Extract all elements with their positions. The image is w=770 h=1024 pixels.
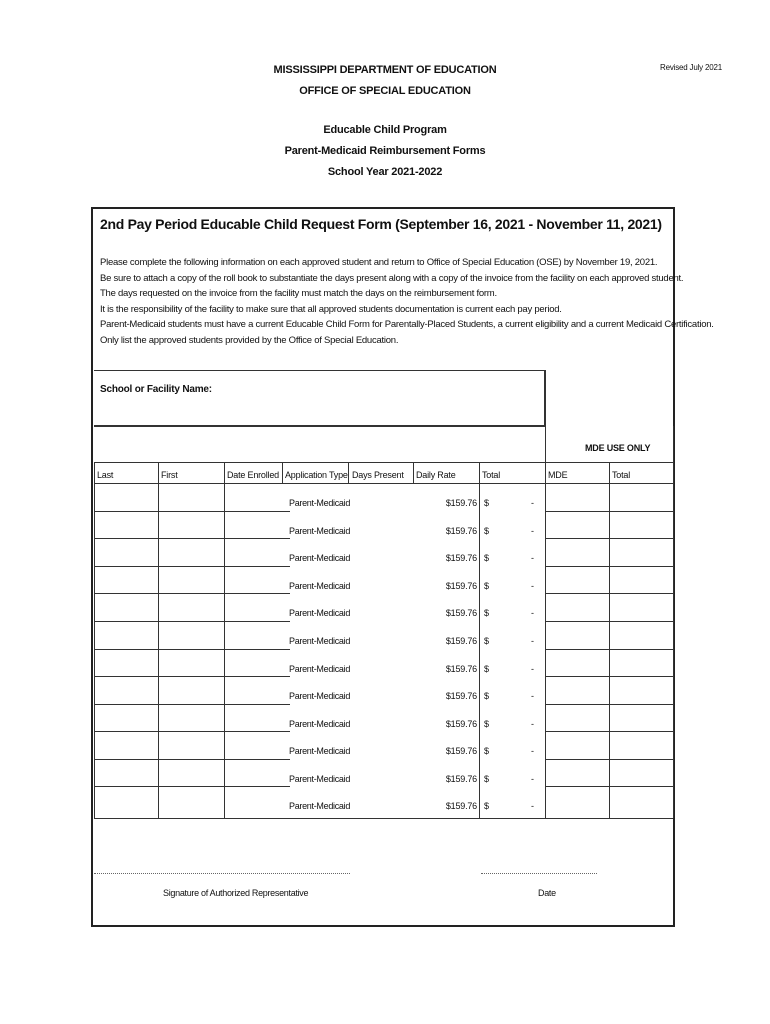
table-row [0,738,770,766]
col-application-type: Application Type [285,470,348,480]
total-currency-cell: $ [484,581,490,591]
program-title: Educable Child Program [323,124,447,136]
total-currency-cell: $ [484,526,490,536]
daily-rate-cell: $159.76 [445,691,477,701]
application-type-cell: Parent-Medicaid [289,498,351,508]
table-row [0,600,770,628]
table-row [0,656,770,684]
total-value-cell: - [531,664,534,674]
application-type-cell: Parent-Medicaid [289,526,351,536]
instruction-line: The days requested on the invoice from the facility must match the days on the reimbursement form. [100,288,497,300]
school-name-label: School or Facility Name: [100,384,212,395]
total-currency-cell: $ [484,801,490,811]
col-last: Last [97,470,114,480]
total-value-cell: - [531,774,534,784]
instruction-line: Be sure to attach a copy of the roll book to substantiate the days present along with a copy of the invoice from the facility on each approved student. [100,272,684,284]
col-total: Total [482,470,501,480]
table-row [0,711,770,739]
total-value-cell: - [531,636,534,646]
total-currency-cell: $ [484,691,490,701]
daily-rate-cell: $159.76 [445,498,477,508]
school-year: School Year 2021-2022 [327,166,443,178]
document-header [0,60,770,102]
total-currency-cell: $ [484,774,490,784]
total-currency-cell: $ [484,498,490,508]
application-type-cell: Parent-Medicaid [289,581,351,591]
daily-rate-cell: $159.76 [445,608,477,618]
school-name-field[interactable] [94,370,545,426]
daily-rate-cell: $159.76 [445,746,477,756]
col-first: First [161,470,178,480]
table-row [0,545,770,573]
revised-date: Revised July 2021 [660,63,722,72]
total-currency-cell: $ [484,553,490,563]
daily-rate-cell: $159.76 [445,526,477,536]
daily-rate-cell: $159.76 [445,664,477,674]
department-title: MISSISSIPPI DEPARTMENT OF EDUCATION [273,64,497,76]
daily-rate-cell: $159.76 [445,553,477,563]
date-line[interactable] [481,873,597,874]
application-type-cell: Parent-Medicaid [289,774,351,784]
application-type-cell: Parent-Medicaid [289,746,351,756]
daily-rate-cell: $159.76 [445,774,477,784]
total-value-cell: - [531,498,534,508]
total-currency-cell: $ [484,636,490,646]
instruction-line: It is the responsibility of the facility to make sure that all approved students documentation is current each pay period. [100,303,562,315]
application-type-cell: Parent-Medicaid [289,553,351,563]
instruction-line: Only list the approved students provided by the Office of Special Education. [100,334,399,346]
total-currency-cell: $ [484,719,490,729]
total-value-cell: - [531,691,534,701]
table-row [0,766,770,794]
daily-rate-cell: $159.76 [445,636,477,646]
application-type-cell: Parent-Medicaid [289,719,351,729]
application-type-cell: Parent-Medicaid [289,691,351,701]
daily-rate-cell: $159.76 [445,719,477,729]
table-row [0,490,770,518]
col-mde: MDE [548,470,568,480]
instruction-line: Parent-Medicaid students must have a current Educable Child Form for Parentally-Placed Students, a current eligibility and a current Medicaid Certification. [100,319,714,331]
daily-rate-cell: $159.76 [445,581,477,591]
table-row [0,518,770,546]
application-type-cell: Parent-Medicaid [289,801,351,811]
program-header [0,120,770,183]
office-title: OFFICE OF SPECIAL EDUCATION [299,85,471,97]
total-value-cell: - [531,608,534,618]
col-days-present: Days Present [352,470,404,480]
table-row [0,793,770,821]
total-value-cell: - [531,719,534,729]
col-mde-total: Total [612,470,631,480]
total-currency-cell: $ [484,664,490,674]
total-value-cell: - [531,581,534,591]
total-currency-cell: $ [484,608,490,618]
col-date-enrolled: Date Enrolled [227,470,279,480]
instructions [100,255,714,349]
date-label: Date [538,888,556,898]
instruction-line: Please complete the following information on each approved student and return to Office of Special Education (OSE) by November 19, 2021. [100,257,658,268]
col-daily-rate: Daily Rate [416,470,456,480]
signature-line[interactable] [94,873,350,874]
total-currency-cell: $ [484,746,490,756]
table-row [0,683,770,711]
total-value-cell: - [531,553,534,563]
daily-rate-cell: $159.76 [445,801,477,811]
application-type-cell: Parent-Medicaid [289,664,351,674]
table-row [0,628,770,656]
total-value-cell: - [531,526,534,536]
total-value-cell: - [531,746,534,756]
signature-label: Signature of Authorized Representative [163,888,309,898]
table-row [0,573,770,601]
total-value-cell: - [531,801,534,811]
forms-title: Parent-Medicaid Reimbursement Forms [284,145,486,157]
form-title: 2nd Pay Period Educable Child Request Form (September 16, 2021 - November 11, 2021) [100,216,662,232]
application-type-cell: Parent-Medicaid [289,608,351,618]
mde-use-only-label: MDE USE ONLY [585,443,651,453]
application-type-cell: Parent-Medicaid [289,636,351,646]
